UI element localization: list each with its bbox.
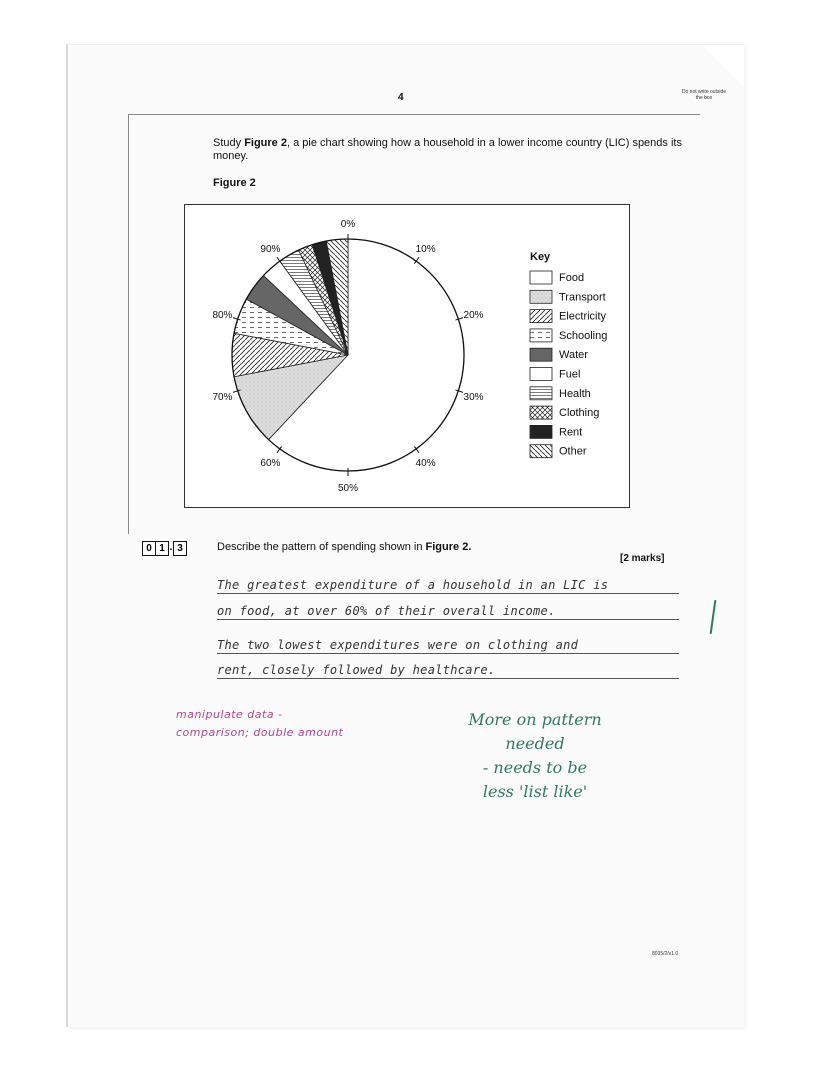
pie-tick-label: 20%: [463, 310, 484, 322]
margin-note: Do not write outside the box: [681, 89, 727, 101]
teacher-note-green: [400, 708, 670, 804]
prompt-prefix: Describe the pattern of spending shown in: [217, 541, 426, 553]
legend-swatch-transport: [530, 290, 552, 303]
legend-swatch-food: [530, 271, 552, 284]
green-note-line: - needs to be: [482, 758, 588, 777]
pie-tick-label: 80%: [212, 310, 233, 322]
answer-line-3[interactable]: The two lowest expenditures were on clothing and: [217, 631, 679, 654]
exam-sheet: [66, 44, 744, 1027]
figure-label: Figure 2: [213, 177, 256, 189]
prompt-figure-ref: Figure 2.: [425, 541, 472, 553]
legend-label-clothing: Clothing: [559, 407, 600, 420]
intro-suffix: , a pie chart showing how a household in a lower income country (LIC) spends its money.: [213, 137, 682, 162]
legend-label-water: Water: [559, 349, 588, 362]
question-intro: [213, 137, 683, 163]
legend-label-food: Food: [559, 272, 585, 284]
teacher-note-purple: manipulate data - comparison; double amount: [176, 708, 344, 739]
answer-line-1[interactable]: The greatest expenditure of a household in an LIC is: [217, 571, 679, 594]
legend-label-rent: Rent: [559, 426, 583, 439]
pie-tick-label: 30%: [463, 391, 484, 403]
pie-tick-label: 60%: [260, 457, 281, 469]
question-number: [142, 541, 186, 556]
answer-line-2[interactable]: on food, at over 60% of their overall income.: [217, 597, 679, 620]
legend-swatch-other: [530, 445, 552, 458]
folded-corner: [702, 45, 744, 87]
intro-prefix: Study: [213, 137, 245, 149]
qnum-digit: 3: [173, 541, 187, 556]
legend-swatch-fuel: [530, 368, 552, 381]
pie-chart-svg: [185, 205, 629, 507]
legend-label-health: Health: [559, 387, 591, 400]
qnum-dot: .: [169, 542, 173, 553]
pie-tick-label: 50%: [337, 483, 359, 494]
legend-label-transport: Transport: [559, 291, 606, 304]
pie-tick-label: 10%: [415, 244, 436, 256]
legend-label-fuel: Fuel: [559, 368, 581, 381]
legend-label-electricity: Electricity: [559, 310, 607, 323]
qnum-digit: 0: [142, 541, 156, 556]
page-number: 4: [398, 92, 404, 103]
pie-tick-label: 70%: [212, 391, 233, 403]
margin-rule-vertical: [128, 114, 129, 534]
legend-swatch-water: [530, 348, 552, 361]
legend-swatch-schooling: [530, 329, 552, 342]
question-prompt: [217, 541, 471, 553]
pie-tick-label: 40%: [415, 457, 436, 469]
green-note-line: needed: [505, 734, 565, 753]
marks-label: [2 marks]: [620, 553, 665, 564]
legend-swatch-clothing: [530, 406, 552, 419]
pie-tick-label: 90%: [260, 244, 281, 256]
legend-swatch-rent: [530, 425, 552, 438]
legend-swatch-electricity: [530, 310, 552, 323]
margin-rule-horizontal: [128, 114, 700, 115]
figure-2-pie-chart: [184, 204, 630, 508]
green-note-line: More on pattern: [468, 710, 602, 729]
legend-label-other: Other: [559, 445, 587, 458]
legend-label-schooling: Schooling: [559, 329, 608, 342]
pie-tick-label: 0%: [340, 219, 356, 230]
green-note-line: less 'list like': [482, 782, 588, 801]
legend-title: Key: [530, 251, 551, 263]
intro-figure-ref: Figure 2: [244, 137, 287, 149]
answer-line-4[interactable]: rent, closely followed by healthcare.: [217, 656, 679, 679]
qnum-digit: 1: [155, 541, 169, 556]
footer-code: 8035/2/v1.0: [652, 951, 679, 957]
legend-swatch-health: [530, 387, 552, 400]
